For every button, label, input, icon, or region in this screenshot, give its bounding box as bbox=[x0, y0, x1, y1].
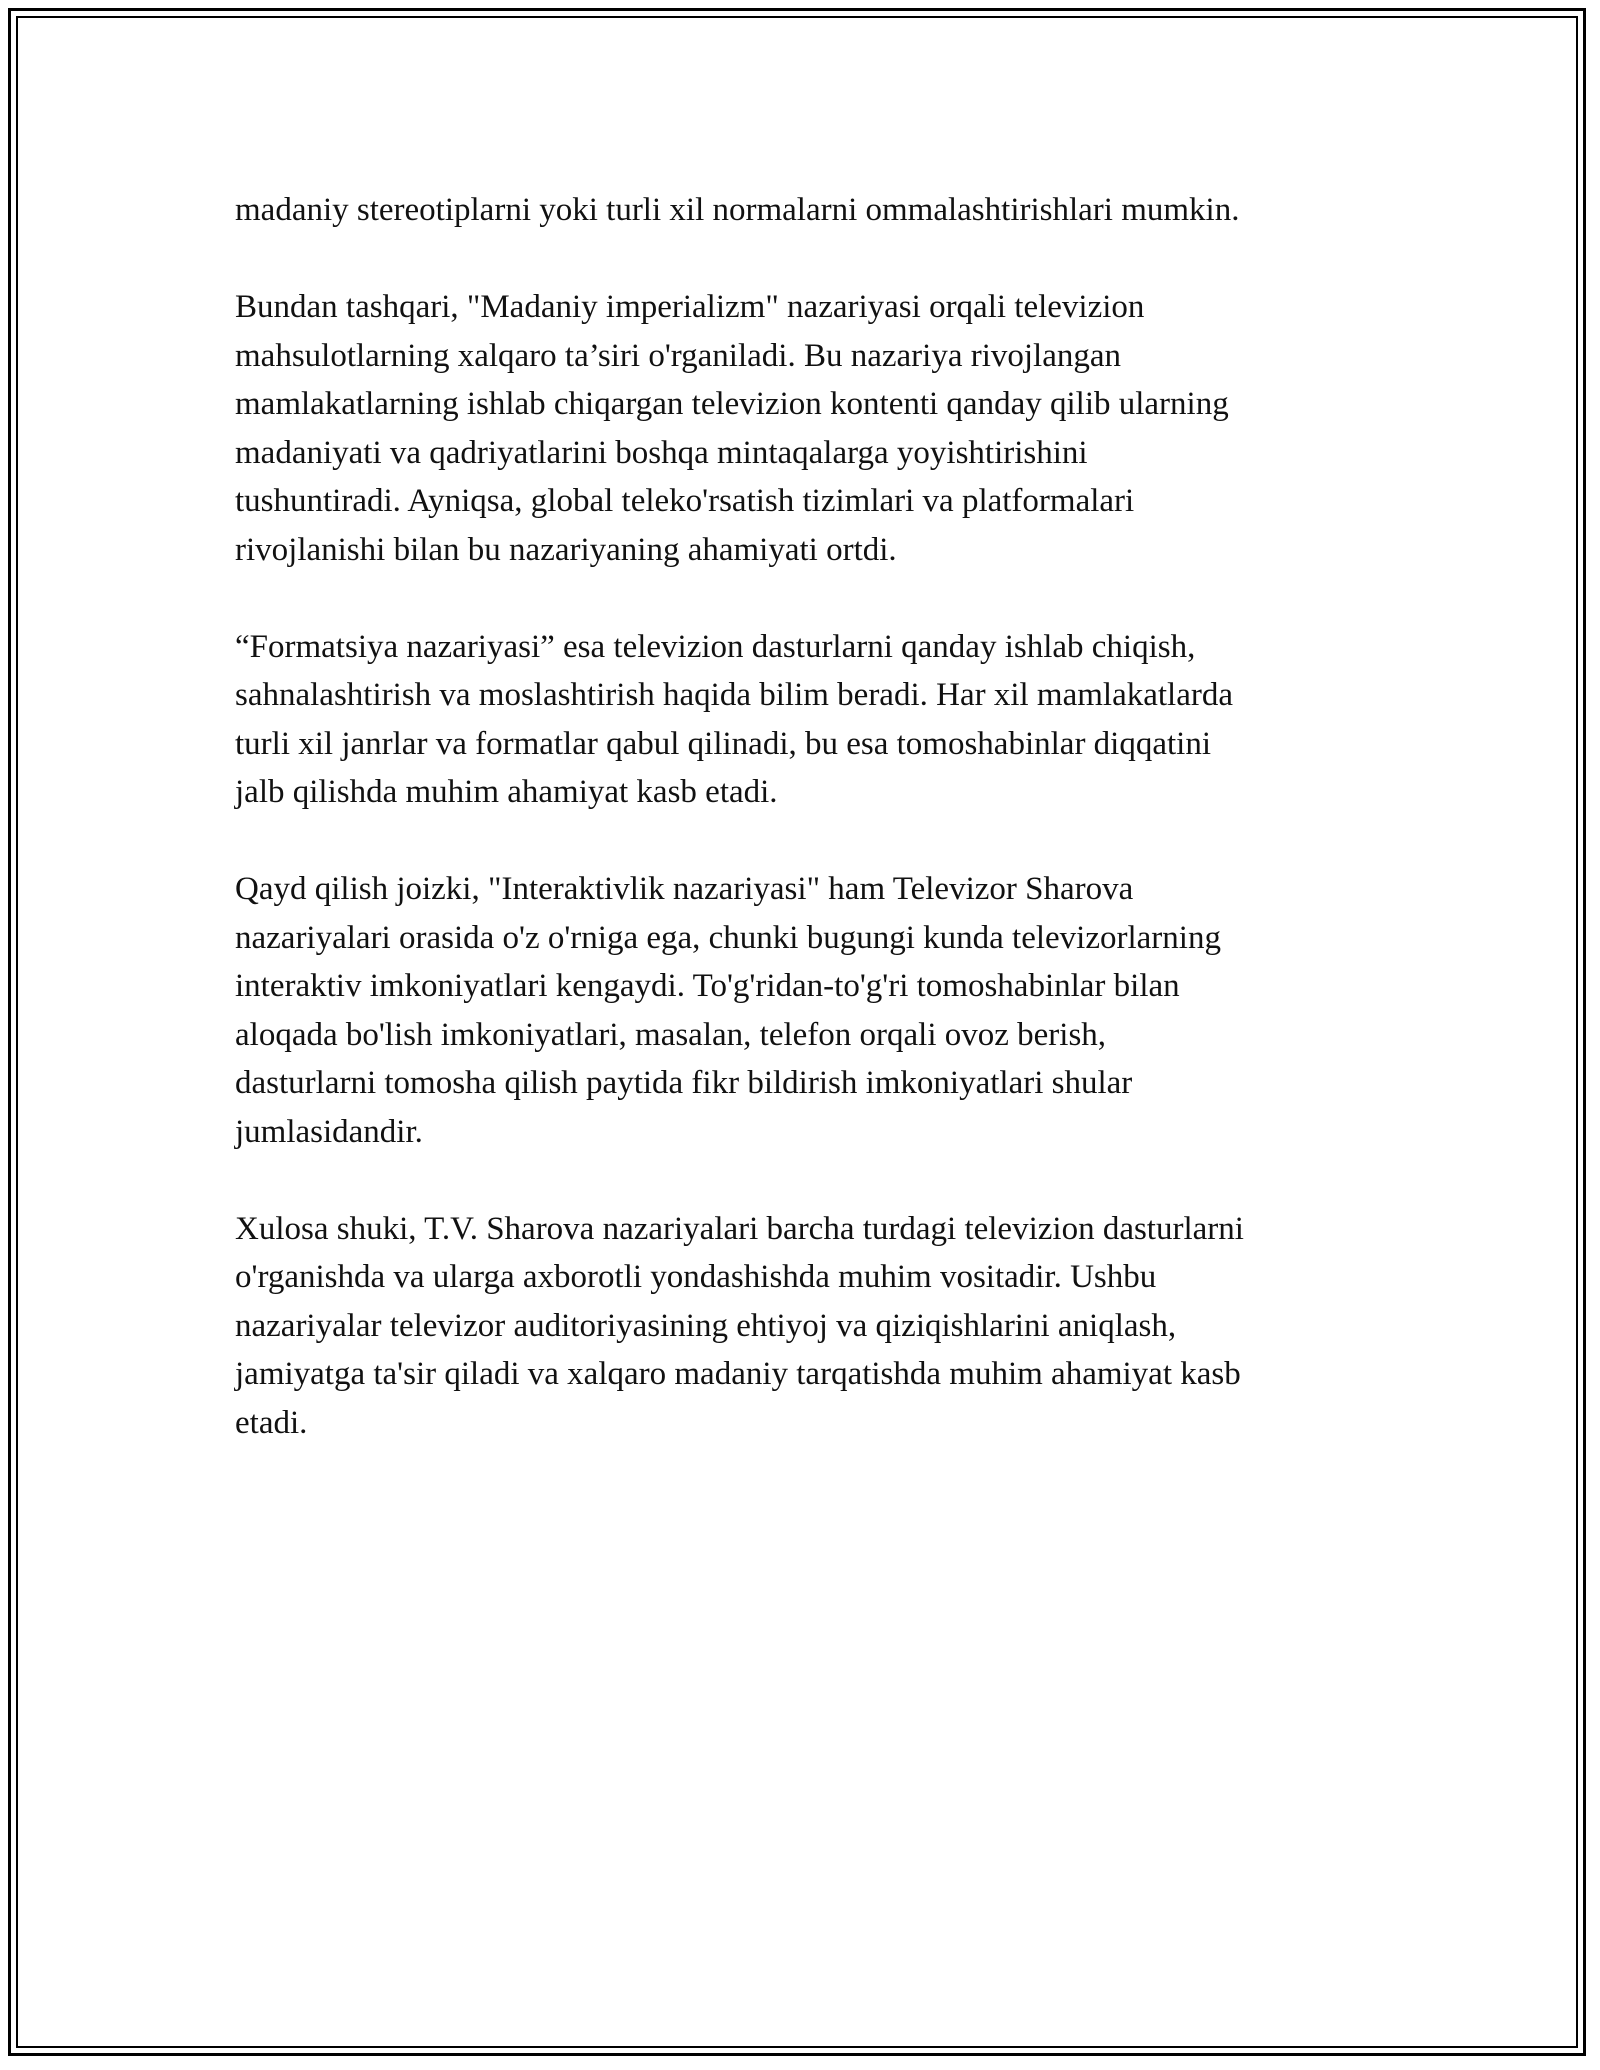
paragraph-line: nazariyalari orasida o'z o'rniga ega, chunki bugungi kunda televizorlarning bbox=[235, 919, 1221, 956]
paragraph-line: o'rganishda va ularga axborotli yondashishda muhim vositadir. Ushbu bbox=[235, 1259, 1157, 1295]
paragraph-line: dasturlarni tomosha qilish paytida fikr bildirish imkoniyatlari shular bbox=[235, 1065, 1133, 1101]
paragraph-line: tushuntiradi. Ayniqsa, global teleko'rsatish tizimlari va platformalari bbox=[235, 483, 1135, 519]
paragraph-line: mamlakatlarning ishlab chiqargan televizion kontenti qanday qilib ularning bbox=[235, 386, 1229, 422]
paragraph-line: “Formatsiya nazariyasi” esa televizion dasturlarni qanday ishlab chiqish, bbox=[235, 628, 1196, 665]
paragraph-line: turli xil janrlar va formatlar qabul qilinadi, bu esa tomoshabinlar diqqatini bbox=[235, 725, 1211, 762]
paragraph-3 bbox=[235, 623, 1375, 817]
paragraph-4 bbox=[235, 865, 1375, 1156]
paragraph-line: interaktiv imkoniyatlari kengaydi. To'g'ridan-to'g'ri tomoshabinlar bilan bbox=[235, 968, 1180, 1004]
document-body bbox=[235, 186, 1375, 1496]
paragraph-line: Bundan tashqari, "Madaniy imperializm" nazariyasi orqali televizion bbox=[235, 289, 1145, 325]
paragraph-line: nazariyalar televizor auditoriyasining ehtiyoj va qiziqishlarini aniqlash, bbox=[235, 1307, 1177, 1344]
paragraph-line: Qayd qilish joizki, "Interaktivlik nazariyasi" ham Televizor Sharova bbox=[235, 871, 1134, 907]
paragraph-line: jalb qilishda muhim ahamiyat kasb etadi. bbox=[235, 774, 778, 810]
paragraph-line: rivojlanishi bilan bu nazariyaning ahamiyati ortdi. bbox=[235, 531, 897, 568]
paragraph-5 bbox=[235, 1205, 1375, 1448]
paragraph-line: jumlasidandir. bbox=[235, 1113, 423, 1150]
paragraph-line: sahnalashtirish va moslashtirish haqida bilim beradi. Har xil mamlakatlarda bbox=[235, 677, 1233, 713]
paragraph-2 bbox=[235, 283, 1375, 574]
paragraph-line: madaniyati va qadriyatlarini boshqa mintaqalarga yoyishtirishini bbox=[235, 434, 1088, 471]
paragraph-line: Xulosa shuki, T.V. Sharova nazariyalari barcha turdagi televizion dasturlarni bbox=[235, 1210, 1244, 1247]
paragraph-line: jamiyatga ta'sir qiladi va xalqaro madaniy tarqatishda muhim ahamiyat kasb bbox=[235, 1356, 1241, 1392]
paragraph-line: aloqada bo'lish imkoniyatlari, masalan, telefon orqali ovoz berish, bbox=[235, 1016, 1107, 1053]
paragraph-line: madaniy stereotiplarni yoki turli xil normalarni ommalashtirishlari mumkin. bbox=[235, 192, 1240, 228]
paragraph-1 bbox=[235, 186, 1375, 235]
paragraph-line: etadi. bbox=[235, 1404, 308, 1441]
paragraph-line: mahsulotlarning xalqaro ta’siri o'rganiladi. Bu nazariya rivojlangan bbox=[235, 337, 1122, 374]
